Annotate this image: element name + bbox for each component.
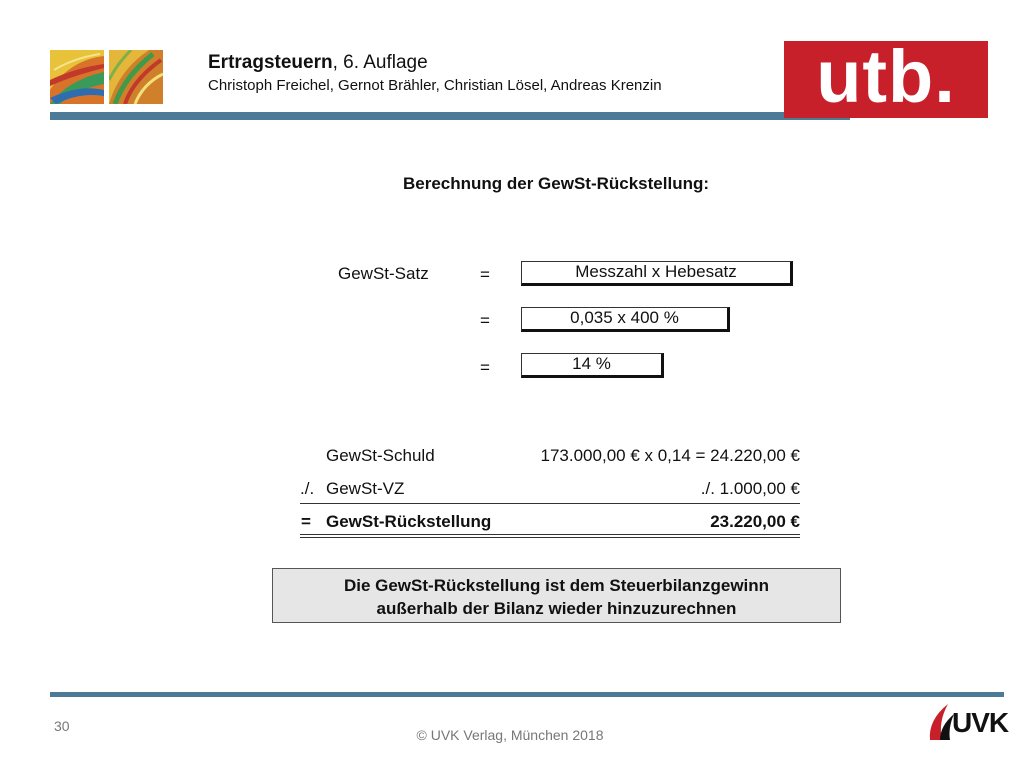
note-line-1: Die GewSt-Rückstellung ist dem Steuerbilanzgewinn: [343, 576, 770, 595]
cover-thumbnail-2: [109, 50, 163, 104]
footer-rule: [50, 692, 1004, 697]
uvk-logo-text: UVK: [952, 707, 1009, 738]
equals-sign: =: [480, 265, 490, 284]
slide-title: Berechnung der GewSt-Rückstellung:: [402, 174, 710, 193]
note-box: [272, 568, 841, 623]
double-rule-bottom: [300, 537, 800, 538]
note-line-2: außerhalb der Bilanz wieder hinzuzurechnen: [376, 599, 737, 618]
copyright: © UVK Verlag, München 2018: [416, 727, 604, 743]
calc-value: ./. 1.000,00 €: [700, 479, 800, 498]
utb-logo-text: utb.: [816, 35, 956, 118]
sum-rule: [300, 503, 800, 504]
formula-box: Messzahl x Hebesatz: [521, 261, 793, 286]
rate-label: GewSt-Satz: [338, 264, 429, 283]
calc-prefix: ./.: [300, 479, 315, 498]
equals-sign: =: [480, 311, 490, 330]
calc-prefix: =: [301, 512, 311, 531]
calc-label: GewSt-VZ: [326, 479, 405, 498]
cover-thumbnail-1: [50, 50, 104, 104]
formula-box: 14 %: [521, 353, 664, 378]
formula-box: 0,035 x 400 %: [521, 307, 730, 332]
calc-value: 173.000,00 € x 0,14 = 24.220,00 €: [540, 446, 800, 465]
calc-label-total: GewSt-Rückstellung: [326, 512, 492, 531]
authors: Christoph Freichel, Gernot Brähler, Christian Lösel, Andreas Krenzin: [208, 77, 662, 94]
page-number: 30: [54, 718, 70, 734]
calc-value-total: 23.220,00 €: [710, 512, 800, 531]
calc-label: GewSt-Schuld: [326, 446, 435, 465]
double-rule-top: [300, 534, 800, 535]
uvk-logo: [926, 702, 1009, 742]
utb-logo: [784, 35, 988, 118]
book-title: Ertragsteuern, 6. Auflage: [208, 52, 428, 73]
equals-sign: =: [480, 358, 490, 377]
header-rule: [50, 112, 850, 120]
